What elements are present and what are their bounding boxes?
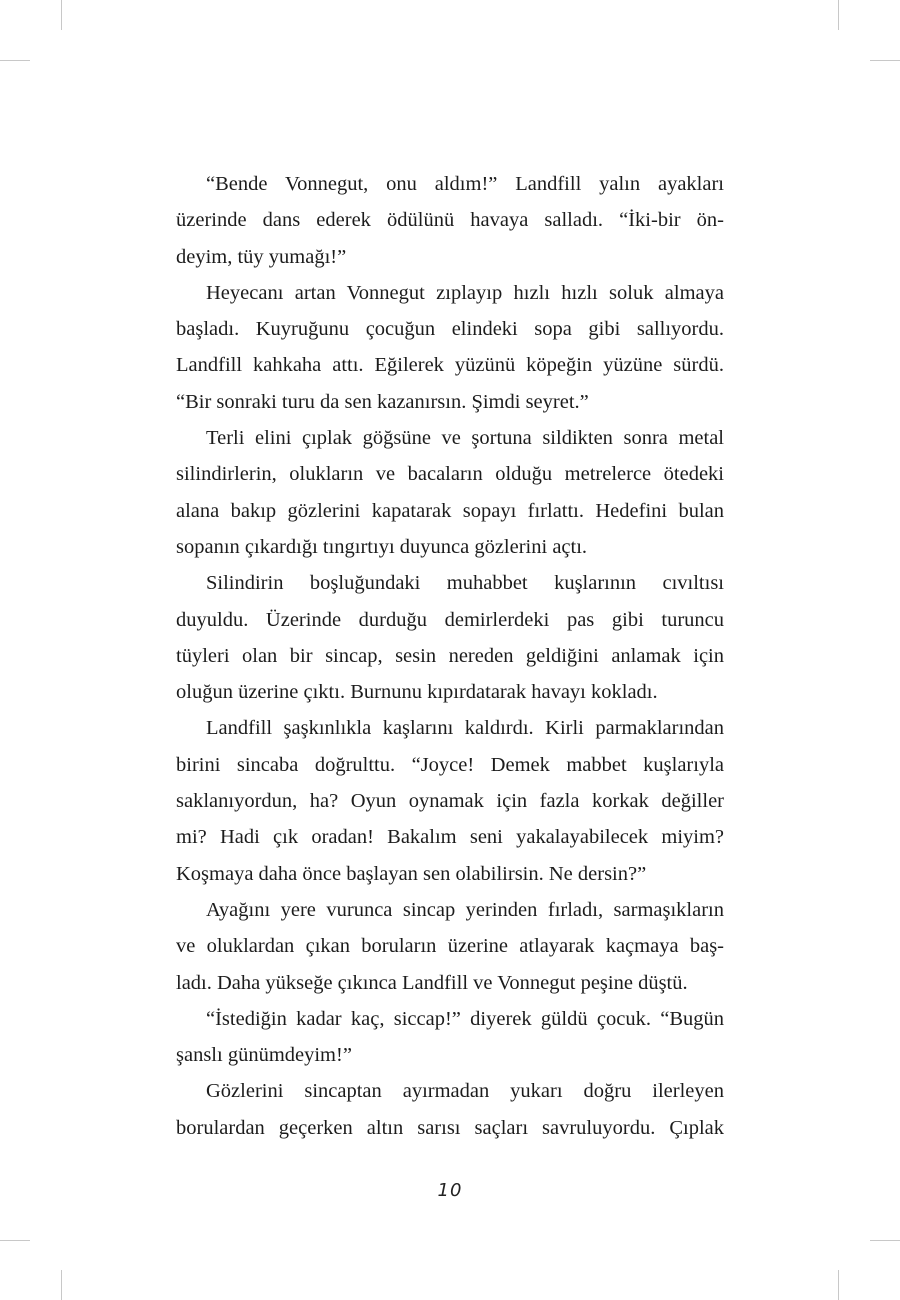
paragraph [176,1073,724,1146]
paragraph [176,420,724,565]
crop-mark [61,1270,62,1300]
crop-mark [0,60,30,61]
text-line: mi? Hadi çık oradan! Bakalım seni yakalayabilecek miyim? [176,826,724,849]
text-line: saklanıyordun, ha? Oyun oynamak için fazla korkak değiller [176,790,724,813]
text-line: Koşmaya daha önce başlayan sen olabilirsin. Ne dersin?” [176,862,647,885]
text-line: başladı. Kuyruğunu çocuğun elindeki sopa gibi sallıyordu. [176,318,724,341]
paragraph [176,275,724,420]
text-line: deyim, tüy yumağı!” [176,245,347,268]
text-line: Landfill şaşkınlıkla kaşlarını kaldırdı. Kirli parmaklarından [206,717,724,740]
text-line: duyuldu. Üzerinde durduğu demirlerdeki pas gibi turuncu [176,608,724,631]
text-line: “Bende Vonnegut, onu aldım!” Landfill yalın ayakları [206,173,724,195]
text-line: ladı. Daha yükseğe çıkınca Landfill ve Vonnegut peşine düştü. [176,971,688,994]
text-line: Ayağını yere vurunca sincap yerinden fırladı, sarmaşıkların [206,898,724,921]
text-line: Silindirin boşluğundaki muhabbet kuşlarının cıvıltısı [206,572,724,595]
paragraph [176,1001,724,1074]
text-line: Gözlerini sincaptan ayırmadan yukarı doğru ilerleyen [206,1080,724,1103]
page-number: 10 [437,1180,463,1201]
text-line: “İstediğin kadar kaç, siccap!” diyerek güldü çocuk. “Bugün [206,1007,724,1030]
paragraph [176,710,724,891]
text-line: Landfill kahkaha attı. Eğilerek yüzünü köpeğin yüzüne sürdü. [176,354,724,377]
text-line: Terli elini çıplak göğsüne ve şortuna sildikten sonra metal [206,427,724,450]
crop-mark [61,0,62,30]
text-line: “Bir sonraki turu da sen kazanırsın. Şimdi seyret.” [176,390,589,413]
paragraph [176,166,724,275]
text-line: alana bakıp gözlerini kapatarak sopayı fırlattı. Hedefini bulan [176,499,724,522]
paragraph [176,892,724,1001]
text-line: üzerinde dans ederek ödülünü havaya salladı. “İki-bir ön- [176,209,724,232]
text-line: sopanın çıkardığı tıngırtıyı duyunca gözlerini açtı. [176,535,588,558]
text-line: birini sincaba doğrulttu. “Joyce! Demek mabbet kuşlarıyla [176,753,724,776]
text-line: silindirlerin, olukların ve bacaların olduğu metrelerce ötedeki [176,463,724,486]
text-line: tüyleri olan bir sincap, sesin nereden geldiğini anlamak için [176,644,724,667]
crop-mark [838,0,839,30]
crop-mark [838,1270,839,1300]
text-line: şanslı günümdeyim!” [176,1044,352,1067]
text-line: ve oluklardan çıkan boruların üzerine atlayarak kaçmaya baş- [176,935,724,958]
text-line: borulardan geçerken altın sarısı saçları savruluyordu. Çıplak [176,1116,724,1139]
text-line: oluğun üzerine çıktı. Burnunu kıpırdatarak havayı kokladı. [176,681,658,704]
crop-mark [0,1240,30,1241]
crop-mark [870,60,900,61]
paragraph [176,565,724,710]
body-text [176,166,724,1146]
crop-mark [870,1240,900,1241]
text-line: Heyecanı artan Vonnegut zıplayıp hızlı hızlı soluk almaya [206,281,724,304]
